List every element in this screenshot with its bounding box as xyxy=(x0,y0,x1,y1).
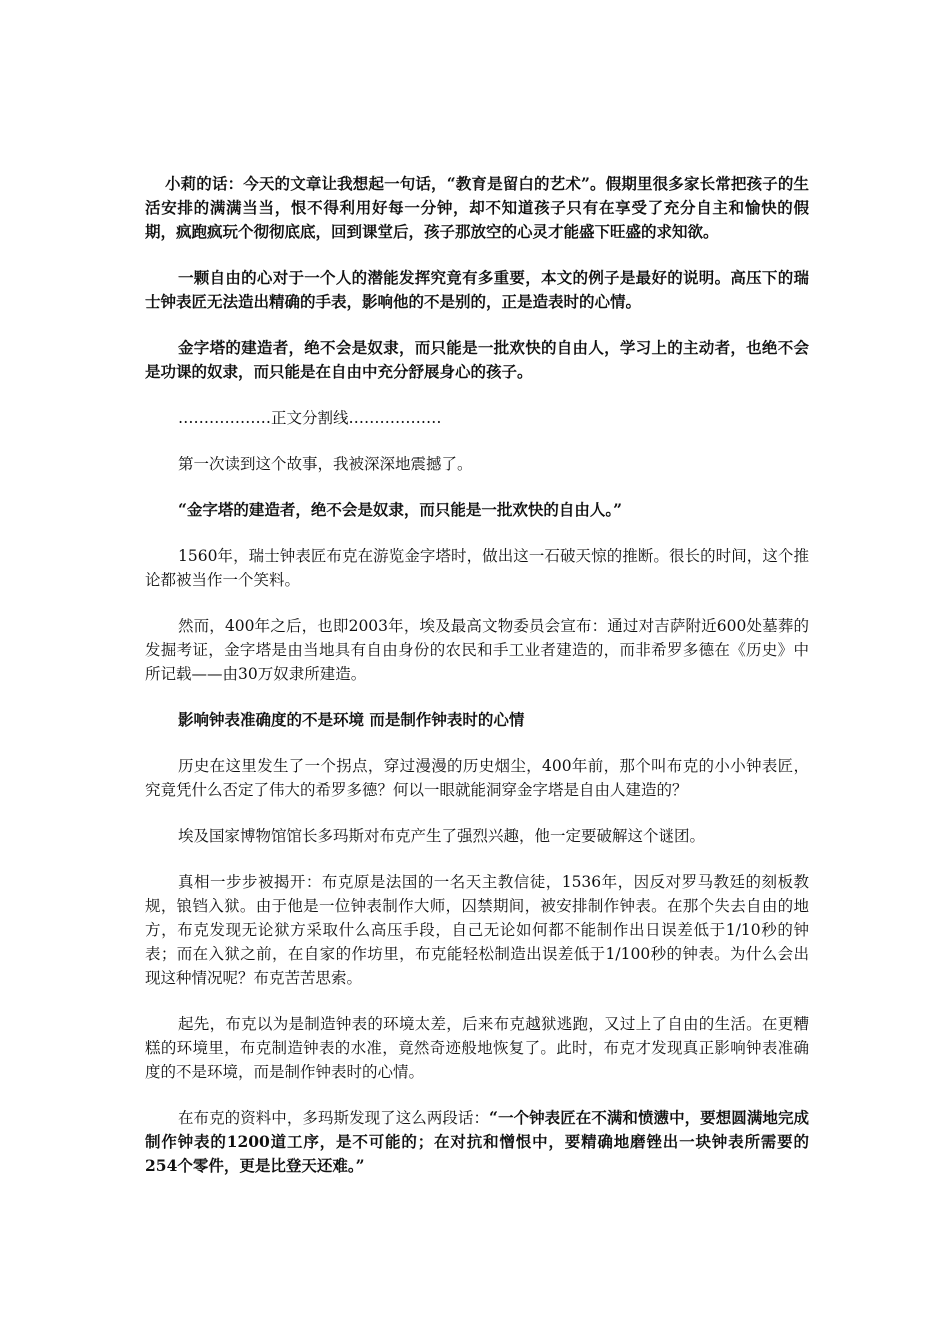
buke-quote: “一个钟表匠在不满和愤懑中，要想圆满地完成制作钟表的1200道工序，是不可能的；在对抗和憎恨中，要精确地磨锉出一块钟表所需要的254个零件，更是比登天还难。” xyxy=(145,1108,809,1175)
pull-quote: “金字塔的建造者，绝不会是奴隶，而只能是一批欢快的自由人。” xyxy=(178,500,623,519)
body-paragraph-1: 第一次读到这个故事，我被深深地震撼了。 xyxy=(178,455,473,473)
intro-paragraph-1: 小莉的话：今天的文章让我想起一句话，“教育是留白的艺术”。假期里很多家长常把孩子的生活安排的满满当当，恨不得利用好每一分钟，却不知道孩子只有在享受了充分自主和愉快的假期，疯跑疯玩个彻彻底底，回到课堂后，孩子那放空的心灵才能盛下旺盛的求知欲。 xyxy=(145,174,809,241)
document-page xyxy=(145,172,809,1200)
intro-paragraph-3: 金字塔的建造者，绝不会是奴隶，而只能是一批欢快的自由人，学习上的主动者，也绝不会是功课的奴隶，而只能是在自由中充分舒展身心的孩子。 xyxy=(145,338,809,381)
section-divider: ………………正文分割线……………… xyxy=(178,409,442,427)
body-paragraph-8 xyxy=(145,1106,809,1178)
body-paragraph-7: 起先，布克以为是制造钟表的环境太差，后来布克越狱逃跑，又过上了自由的生活。在更糟糕的环境里，布克制造钟表的水准，竟然奇迹般地恢复了。此时，布克才发现真正影响钟表准确度的不是环境，而是制作钟表时的心情。 xyxy=(145,1015,809,1081)
paragraph-8-lead: 在布克的资料中，多玛斯发现了这么两段话： xyxy=(178,1109,490,1127)
body-paragraph-2: 1560年，瑞士钟表匠布克在游览金字塔时，做出这一石破天惊的推断。很长的时间，这个推论都被当作一个笑料。 xyxy=(145,547,809,589)
intro-paragraph-2: 一颗自由的心对于一个人的潜能发挥究竟有多重要，本文的例子是最好的说明。高压下的瑞士钟表匠无法造出精确的手表，影响他的不是别的，正是造表时的心情。 xyxy=(145,268,809,311)
section-subheading: 影响钟表准确度的不是环境 而是制作钟表时的心情 xyxy=(178,710,525,729)
body-paragraph-6: 真相一步步被揭开：布克原是法国的一名天主教信徒，1536年，因反对罗马教廷的刻板教规，锒铛入狱。由于他是一位钟表制作大师，囚禁期间，被安排制作钟表。在那个失去自由的地方，布克发现无论狱方采取什么高压手段，自己无论如何都不能制作出日误差低于1/10秒的钟表；而在入狱之前，在自家的作坊里，布克能轻松制造出误差低于1/100秒的钟表。为什么会出现这种情况呢？布克苦苦思索。 xyxy=(145,873,809,987)
body-paragraph-4: 历史在这里发生了一个拐点，穿过漫漫的历史烟尘，400年前，那个叫布克的小小钟表匠，究竟凭什么否定了伟大的希罗多德？何以一眼就能洞穿金字塔是自由人建造的？ xyxy=(145,757,809,799)
body-paragraph-3: 然而，400年之后，也即2003年，埃及最高文物委员会宣布：通过对吉萨附近600处墓葬的发掘考证，金字塔是由当地具有自由身份的农民和手工业者建造的，而非希罗多德在《历史》中所记载——由30万奴隶所建造。 xyxy=(145,617,809,683)
body-paragraph-5: 埃及国家博物馆馆长多玛斯对布克产生了强烈兴趣，他一定要破解这个谜团。 xyxy=(178,827,706,845)
